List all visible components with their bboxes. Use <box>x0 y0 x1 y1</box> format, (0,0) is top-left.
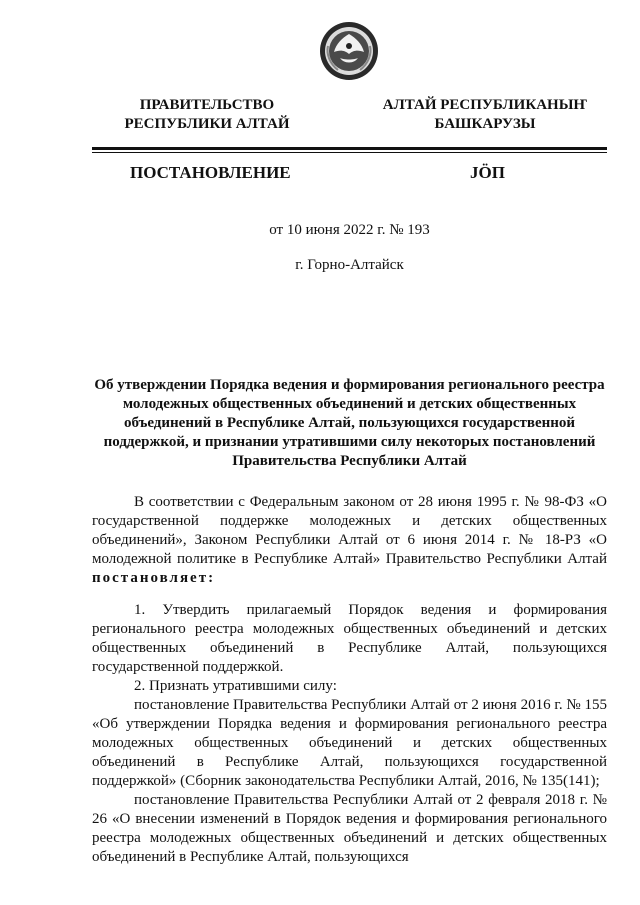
item-2b-text: постановление Правительства Республики Алтай от 2 февраля 2018 г. № 26 «О внесении изменений в Порядок ведения и формирования регионального реестра молодежных общественных объединений и детских общественных объединений в Республике Алтай, пользующихся <box>92 792 607 865</box>
document-title: Об утверждении Порядка ведения и формирования регионального реестра молодежных общественных объединений и детских общественных объединений в Республике Алтай, пользующихся государственной поддержкой, и признании утратившими силу некоторых постановлений Правительства Республики Алтай <box>94 377 605 469</box>
header-left <box>92 96 322 134</box>
preamble-emphasis: постановляет: <box>92 570 216 586</box>
preamble-text: В соответствии с Федеральным законом от 28 июня 1995 г. № 98-ФЗ «О государственной поддержке молодежных и детских общественных объединений», Законом Республики Алтай от 6 июня 2014 г. № 18-РЗ «О молодежной политике в Республике Алтай» Правительство Республики Алтай <box>92 494 607 567</box>
document-city: г. Горно-Алтайск <box>295 257 404 273</box>
header-divider-thick <box>92 147 607 150</box>
document-date-number: от 10 июня 2022 г. № 193 <box>269 222 430 238</box>
header-left-line2: РЕСПУБЛИКИ АЛТАЙ <box>124 116 290 132</box>
header-right <box>370 96 600 134</box>
header-divider-thin <box>92 152 607 153</box>
header-left-line1: ПРАВИТЕЛЬСТВО <box>139 97 275 113</box>
item-2a-paragraph: постановление Правительства Республики Алтай от 2 июня 2016 г. № 155 «Об утверждении Порядка ведения и формирования регионального реестра молодежных общественных объединений и детских общественных объединений в Республике Алтай, пользующихся государственной поддержкой» (Сборник законодательства Республики Алтай, 2016, № 135(141); <box>92 697 607 789</box>
preamble-paragraph <box>92 493 607 588</box>
coat-of-arms-emblem <box>318 20 380 82</box>
item-2-paragraph: 2. Признать утратившими силу: <box>134 678 337 694</box>
item-1-paragraph: 1. Утвердить прилагаемый Порядок ведения и формирования регионального реестра молодежных общественных объединений и детских общественных объединений в Республике Алтай, пользующихся государственной поддержкой. <box>92 602 607 675</box>
header-right-line2: БАШКАРУЗЫ <box>434 116 536 132</box>
item-2b-paragraph <box>92 791 607 880</box>
header-right-line1: АЛТАЙ РЕСПУБЛИКАНЫҤ <box>382 97 588 113</box>
doc-type-russian: ПОСТАНОВЛЕНИЕ <box>130 163 291 182</box>
doc-type-altai: JӦП <box>470 163 505 182</box>
